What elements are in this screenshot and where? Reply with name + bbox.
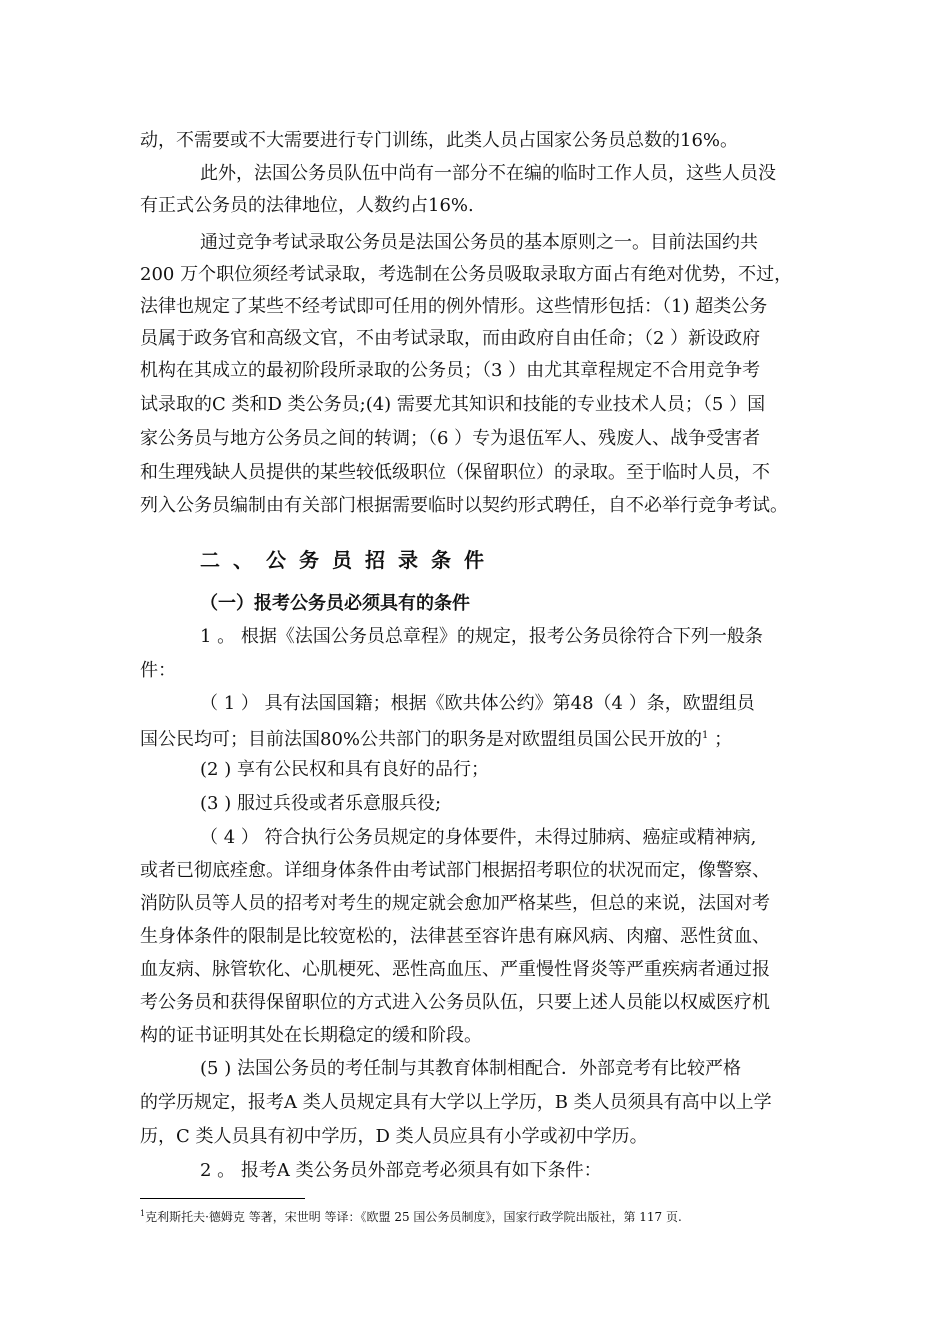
footnote-separator <box>140 1198 305 1199</box>
line-text: 国公民均可；目前法国80%公共部门的职务是对欧盟组员国公民开放的 <box>140 729 703 750</box>
section-heading: 二、公务员招录条件 <box>200 548 497 572</box>
paragraph-line: 动，不需要或不大需要进行专门训练，此类人员占国家公务员总数的16%。 <box>140 130 739 151</box>
paragraph-line <box>140 722 815 754</box>
paragraph-line: 机构在其成立的最初阶段所录取的公务员；（3 ）由尤其章程规定不合用竞争考 <box>140 360 761 381</box>
paragraph-line: 消防队员等人员的招考对考生的规定就会愈加严格某些，但总的来说，法国对考 <box>140 893 770 914</box>
paragraph-line: 员属于政务官和高级文官，不由考试录取，而由政府自由任命；（2 ）新设政府 <box>140 328 761 349</box>
paragraph-line: 家公务员与地方公务员之间的转调；（6 ）专为退伍军人、残废人、战争受害者 <box>140 428 761 449</box>
paragraph-line: 2 。 报考A 类公务员外部竞考必须具有如下条件： <box>200 1160 602 1181</box>
footnote-reference: 1 <box>702 730 709 741</box>
paragraph-line: 通过竞争考试录取公务员是法国公务员的基本原则之一。目前法国约共 <box>200 232 758 253</box>
footnote-text: 克利斯托夫·德姆克 等著，宋世明 等译：《欧盟 25 国公务员制度》，国家行政学院出版社，第 117 页. <box>145 1210 682 1224</box>
paragraph-line: 有正式公务员的法律地位，人数约占16%. <box>140 195 474 216</box>
paragraph-line: 法律也规定了某些不经考试即可任用的例外情形。这些情形包括：（1) 超类公务 <box>140 296 768 317</box>
paragraph-line: 考公务员和获得保留职位的方式进入公务员队伍，只要上述人员能以权威医疗机 <box>140 992 770 1013</box>
paragraph-line: 1 。 根据《法国公务员总章程》的规定，报考公务员徐符合下列一般条 <box>200 626 763 647</box>
paragraph-line: (2 ) 享有公民权和具有良好的品行； <box>200 759 489 780</box>
footnote <box>140 1206 682 1225</box>
footnote-number: 1 <box>140 1209 146 1218</box>
paragraph-line: 生身体条件的限制是比较宽松的，法律甚至容许患有麻风病、肉瘤、恶性贫血、 <box>140 926 770 947</box>
paragraph-line: 件： <box>140 660 176 681</box>
paragraph-line: （ 1 ） 具有法国国籍；根据《欧共体公约》第48（4 ）条，欧盟组员 <box>200 693 755 714</box>
subsection-heading: （一）报考公务员必须具有的条件 <box>200 593 470 614</box>
paragraph-line: 或者已彻底痊愈。详细身体条件由考试部门根据招考职位的状况而定，像警察、 <box>140 860 770 881</box>
paragraph-line: 列入公务员编制由有关部门根据需要临时以契约形式聘任，自不必举行竞争考试。 <box>140 495 788 516</box>
paragraph-line: 的学历规定，报考A 类人员规定具有大学以上学历，B 类人员须具有高中以上学 <box>140 1092 772 1113</box>
paragraph-line: 试录取的C 类和D 类公务员;(4) 需要尤其知识和技能的专业技术人员；（5 ）国 <box>140 394 766 415</box>
paragraph-line: 此外，法国公务员队伍中尚有一部分不在编的临时工作人员，这些人员没 <box>200 163 776 184</box>
paragraph-line: (5 ) 法国公务员的考任制与其教育体制相配合．外部竞考有比较严格 <box>200 1058 741 1079</box>
paragraph-line: 历，C 类人员具有初中学历，D 类人员应具有小学或初中学历。 <box>140 1126 648 1147</box>
line-text-tail: ； <box>708 729 733 750</box>
paragraph-line: (3 ) 服过兵役或者乐意服兵役; <box>200 793 442 814</box>
paragraph-line: （ 4 ） 符合执行公务员规定的身体要件，未得过肺病、癌症或精神病, <box>200 827 757 848</box>
paragraph-line: 构的证书证明其处在长期稳定的缓和阶段。 <box>140 1025 482 1046</box>
paragraph-line: 200 万个职位须经考试录取，考选制在公务员吸取录取方面占有绝对优势，不过， <box>140 264 793 285</box>
paragraph-line: 血友病、脉管软化、心肌梗死、恶性高血压、严重慢性肾炎等严重疾病者通过报 <box>140 959 770 980</box>
paragraph-line: 和生理残缺人员提供的某些较低级职位（保留职位）的录取。至于临时人员，不 <box>140 462 770 483</box>
